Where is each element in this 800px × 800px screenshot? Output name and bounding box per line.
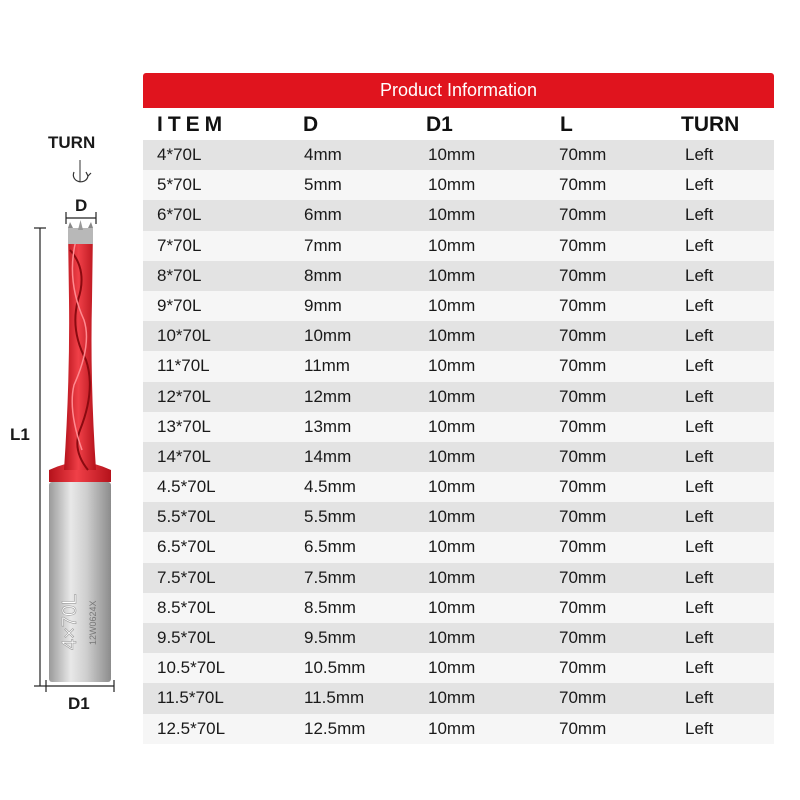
cell-d: 14mm (304, 446, 352, 466)
cell-d: 11.5mm (304, 688, 365, 708)
table-row (143, 321, 774, 351)
product-information-table (143, 73, 774, 745)
cell-item: 6*70L (157, 205, 202, 225)
cell-d1: 10mm (428, 145, 476, 164)
cell-d1: 10mm (428, 658, 476, 678)
cell-turn: Left (685, 326, 714, 346)
turn-direction-icon (73, 160, 91, 182)
table-row (143, 170, 774, 200)
cell-d: 7mm (304, 235, 342, 255)
cell-turn: Left (685, 235, 714, 255)
cell-d1: 10mm (428, 235, 476, 255)
cell-l: 70mm (559, 356, 607, 376)
cell-turn: Left (685, 597, 714, 617)
cell-turn: Left (685, 688, 714, 708)
cell-d1: 10mm (428, 446, 476, 466)
cell-d: 6.5mm (304, 537, 356, 557)
cell-item: 5*70L (157, 175, 202, 195)
cell-d: 9mm (304, 295, 342, 315)
table-row (143, 231, 774, 261)
cell-l: 70mm (559, 416, 607, 436)
cell-d1: 10mm (428, 597, 476, 617)
cell-l: 70mm (559, 477, 607, 497)
bit-tip (68, 220, 93, 244)
cell-d1: 10mm (428, 718, 476, 738)
cell-turn: Left (685, 265, 714, 285)
drill-bit-illustration (0, 0, 140, 800)
cell-turn: Left (685, 658, 714, 678)
cell-item: 4*70L (157, 145, 202, 164)
cell-item: 8*70L (157, 265, 202, 285)
cell-d: 8.5mm (304, 597, 356, 617)
cell-turn: Left (685, 416, 714, 436)
column-header-turn: TURN (681, 113, 740, 136)
cell-l: 70mm (559, 265, 607, 285)
cell-l: 70mm (559, 658, 607, 678)
shank-marking-code: 12W0624X (88, 600, 98, 645)
cell-turn: Left (685, 295, 714, 315)
cell-d: 11mm (304, 356, 350, 376)
table-row (143, 140, 774, 170)
cell-d1: 10mm (428, 356, 476, 376)
cell-l: 70mm (559, 597, 607, 617)
table-row (143, 472, 774, 502)
column-header-d: D (303, 113, 319, 136)
cell-l: 70mm (559, 537, 607, 557)
cell-turn: Left (685, 145, 714, 164)
cell-l: 70mm (559, 386, 607, 406)
cell-d1: 10mm (428, 175, 476, 195)
cell-d1: 10mm (428, 205, 476, 225)
cell-d1: 10mm (428, 416, 476, 436)
cell-l: 70mm (559, 205, 607, 225)
cell-d: 5mm (304, 175, 342, 195)
cell-d1: 10mm (428, 326, 476, 346)
cell-item: 11*70L (157, 356, 210, 376)
cell-item: 9*70L (157, 295, 202, 315)
table-body (143, 140, 774, 744)
cell-turn: Left (685, 567, 714, 587)
table-row (143, 261, 774, 291)
table-row (143, 200, 774, 230)
column-header-l: L (560, 113, 573, 136)
turn-label: TURN (48, 133, 96, 152)
cell-item: 11.5*70L (157, 688, 224, 708)
cell-item: 7*70L (157, 235, 202, 255)
table-row (143, 532, 774, 562)
cell-d1: 10mm (428, 688, 476, 708)
table-row (143, 442, 774, 472)
table-row (143, 412, 774, 442)
cell-d: 5.5mm (304, 507, 356, 527)
cell-l: 70mm (559, 295, 607, 315)
l1-dimension-line (34, 228, 46, 686)
cell-l: 70mm (559, 145, 607, 164)
cell-d: 6mm (304, 205, 342, 225)
cell-d: 7.5mm (304, 567, 356, 587)
table-row (143, 593, 774, 623)
d1-label: D1 (68, 694, 90, 713)
column-header-item: ITEM (157, 113, 228, 136)
cell-d: 13mm (304, 416, 352, 436)
table-row (143, 714, 774, 744)
cell-item: 6.5*70L (157, 537, 216, 557)
cell-l: 70mm (559, 446, 607, 466)
cell-l: 70mm (559, 507, 607, 527)
table-row (143, 683, 774, 713)
cell-turn: Left (685, 446, 714, 466)
column-header-d1: D1 (426, 113, 453, 136)
cell-l: 70mm (559, 688, 607, 708)
cell-d1: 10mm (428, 477, 476, 497)
cell-turn: Left (685, 537, 714, 557)
cell-item: 9.5*70L (157, 628, 216, 647)
cell-turn: Left (685, 718, 714, 738)
table-row (143, 351, 774, 381)
cell-turn: Left (685, 628, 714, 647)
column-headers (143, 108, 774, 140)
cell-d1: 10mm (428, 628, 476, 647)
cell-l: 70mm (559, 567, 607, 587)
cell-d: 12mm (304, 386, 352, 406)
cell-turn: Left (685, 175, 714, 195)
cell-turn: Left (685, 386, 714, 406)
l1-label: L1 (10, 425, 30, 444)
cell-turn: Left (685, 205, 714, 225)
table-row (143, 291, 774, 321)
cell-item: 4.5*70L (157, 477, 216, 497)
cell-item: 13*70L (157, 416, 211, 436)
cell-turn: Left (685, 356, 714, 376)
cell-d: 8mm (304, 265, 342, 285)
cell-d1: 10mm (428, 295, 476, 315)
table-title: Product Information (143, 73, 774, 108)
cell-d: 9.5mm (304, 628, 356, 647)
cell-item: 10.5*70L (157, 658, 226, 678)
cell-item: 12.5*70L (157, 718, 226, 738)
cell-d: 10mm (304, 326, 352, 346)
table-row (143, 653, 774, 683)
drill-bit-diagram (0, 0, 140, 800)
table-row (143, 502, 774, 532)
cell-l: 70mm (559, 235, 607, 255)
cell-d1: 10mm (428, 537, 476, 557)
cell-d: 10.5mm (304, 658, 366, 678)
cell-l: 70mm (559, 718, 607, 738)
cell-item: 10*70L (157, 326, 211, 346)
cell-item: 12*70L (157, 386, 211, 406)
cell-l: 70mm (559, 326, 607, 346)
cell-d1: 10mm (428, 386, 476, 406)
table-row (143, 563, 774, 593)
d-label: D (75, 196, 88, 215)
cell-d: 4.5mm (304, 477, 356, 497)
cell-d: 4mm (304, 145, 342, 164)
cell-d1: 10mm (428, 567, 476, 587)
cell-d1: 10mm (428, 265, 476, 285)
cell-item: 8.5*70L (157, 597, 216, 617)
cell-item: 5.5*70L (157, 507, 216, 527)
cell-d: 12.5mm (304, 718, 366, 738)
cell-item: 7.5*70L (157, 567, 216, 587)
table-row (143, 623, 774, 653)
table-row (143, 382, 774, 412)
cell-turn: Left (685, 477, 714, 497)
cell-l: 70mm (559, 628, 607, 647)
cell-l: 70mm (559, 175, 607, 195)
shank-marking-size: 4×70L (59, 593, 81, 650)
shank (49, 482, 111, 682)
cell-d1: 10mm (428, 507, 476, 527)
cell-item: 14*70L (157, 446, 211, 466)
cell-turn: Left (685, 507, 714, 527)
